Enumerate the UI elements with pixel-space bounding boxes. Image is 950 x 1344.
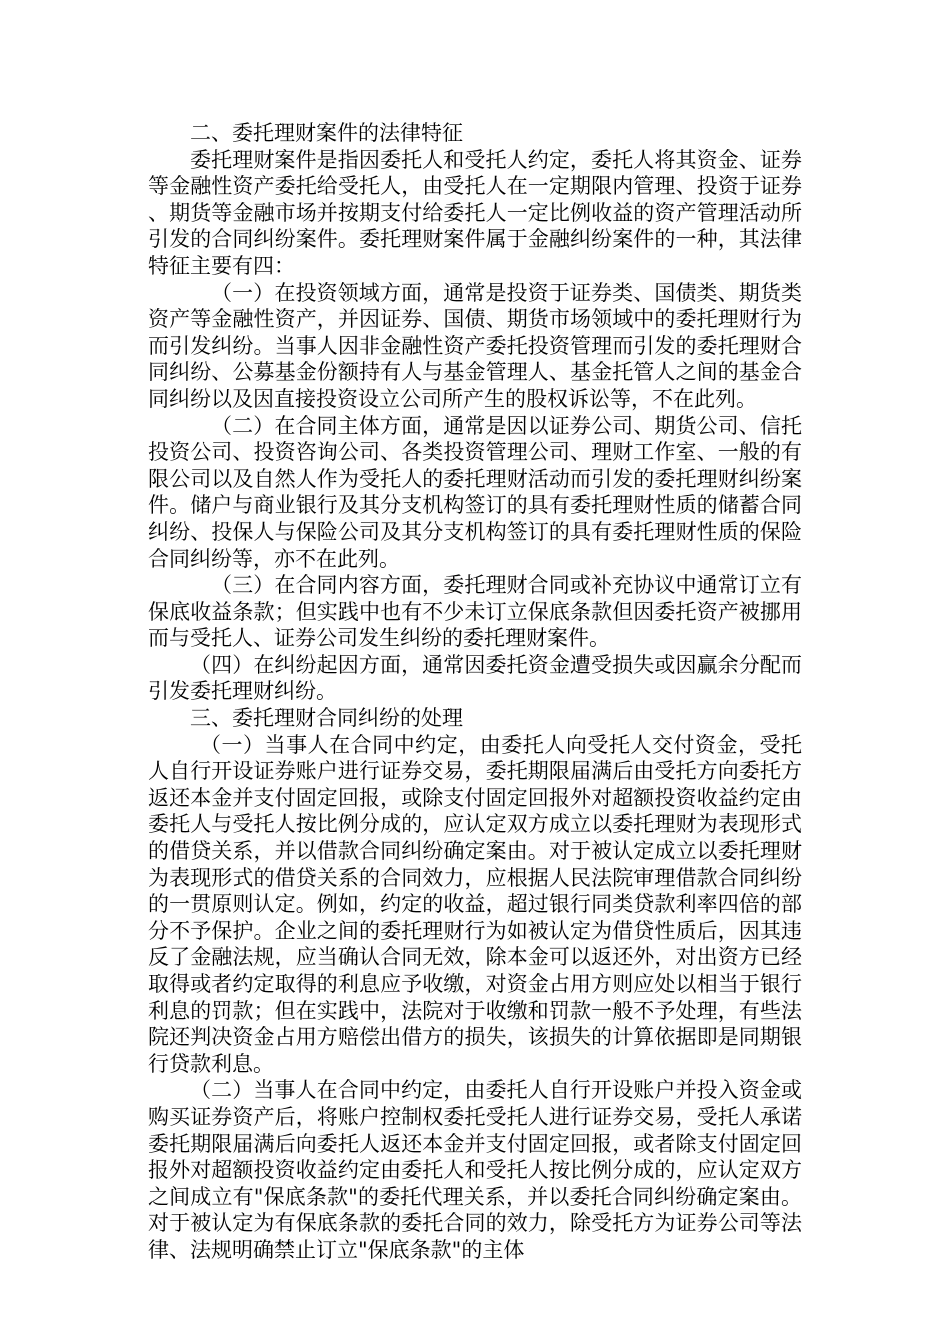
document-page bbox=[148, 120, 802, 1264]
section-heading-2: 二、委托理财案件的法律特征 bbox=[190, 121, 463, 145]
paragraph-feature-3: （三）在合同内容方面，委托理财合同或补充协议中通常订立有保底收益条款；但实践中也有不少未订立保底条款但因委托资产被挪用而与受托人、证券公司发生纠纷的委托理财案件。 bbox=[148, 573, 802, 651]
paragraph-feature-1: （一）在投资领域方面，通常是投资于证券类、国债类、期货类资产等金融性资产，并因证券、国债、期货市场领域中的委托理财行为而引发纠纷。当事人因非金融性资产委托投资管理而引发的委托理财合同纠纷、公募基金份额持有人与基金管理人、基金托管人之间的基金合同纠纷以及因直接投资设立公司所产生的股权诉讼等，不在此列。 bbox=[148, 280, 802, 411]
paragraph-feature-4: （四）在纠纷起因方面，通常因委托资金遭受损失或因赢余分配而引发委托理财纠纷。 bbox=[148, 652, 802, 704]
paragraph-feature-2: （二）在合同主体方面，通常是因以证券公司、期货公司、信托投资公司、投资咨询公司、各类投资管理公司、理财工作室、一般的有限公司以及自然人作为受托人的委托理财活动而引发的委托理财纠纷案件。储户与商业银行及其分支机构签订的具有委托理财性质的储蓄合同纠纷、投保人与保险公司及其分支机构签订的具有委托理财性质的保险合同纠纷等，亦不在此列。 bbox=[148, 413, 802, 571]
section-heading-3: 三、委托理财合同纠纷的处理 bbox=[190, 706, 463, 731]
paragraph-intro: 委托理财案件是指因委托人和受托人约定，委托人将其资金、证券等金融性资产委托给受托人，由受托人在一定期限内管理、投资于证券、期货等金融市场并按期支付给委托人一定比例收益的资产管理活动所引发的合同纠纷案件。委托理财案件属于金融纠纷案件的一种，其法律特征主要有四： bbox=[148, 147, 802, 278]
paragraph-handling-1: （一）当事人在合同中约定，由委托人向受托人交付资金，受托人自行开设证券账户进行证券交易，委托期限届满后由受托方向委托方返还本金并支付固定回报，或除支付固定回报外对超额投资收益约定由委托人与受托人按比例分成的，应认定双方成立以委托理财为表现形式的借贷关系，并以借款合同纠纷确定案由。对于被认定成立以委托理财为表现形式的借贷关系的合同效力，应根据人民法院审理借款合同纠纷的一贯原则认定。例如，约定的收益，超过银行同类贷款利率四倍的部分不予保护。企业之间的委托理财行为如被认定为借贷性质后，因其违反了金融法规，应当确认合同无效，除本金可以返还外，对出资方已经取得或者约定取得的利息应予收缴，对资金占用方则应处以相当于银行利息的罚款；但在实践中，法院对于收缴和罚款一般不予处理，有些法院还判决资金占用方赔偿出借方的损失，该损失的计算依据即是同期银行贷款利息。 bbox=[148, 732, 802, 1076]
paragraph-handling-2: （二）当事人在合同中约定，由委托人自行开设账户并投入资金或购买证券资产后，将账户控制权委托受托人进行证券交易，受托人承诺委托期限届满后向委托人返还本金并支付固定回报，或者除支付固定回报外对超额投资收益约定由委托人和受托人按比例分成的，应认定双方之间成立有"保底条款"的委托代理关系，并以委托合同纠纷确定案由。对于被认定为有保底条款的委托合同的效力，除受托方为证券公司等法律、法规明确禁止订立"保底条款"的主体 bbox=[148, 1078, 802, 1262]
